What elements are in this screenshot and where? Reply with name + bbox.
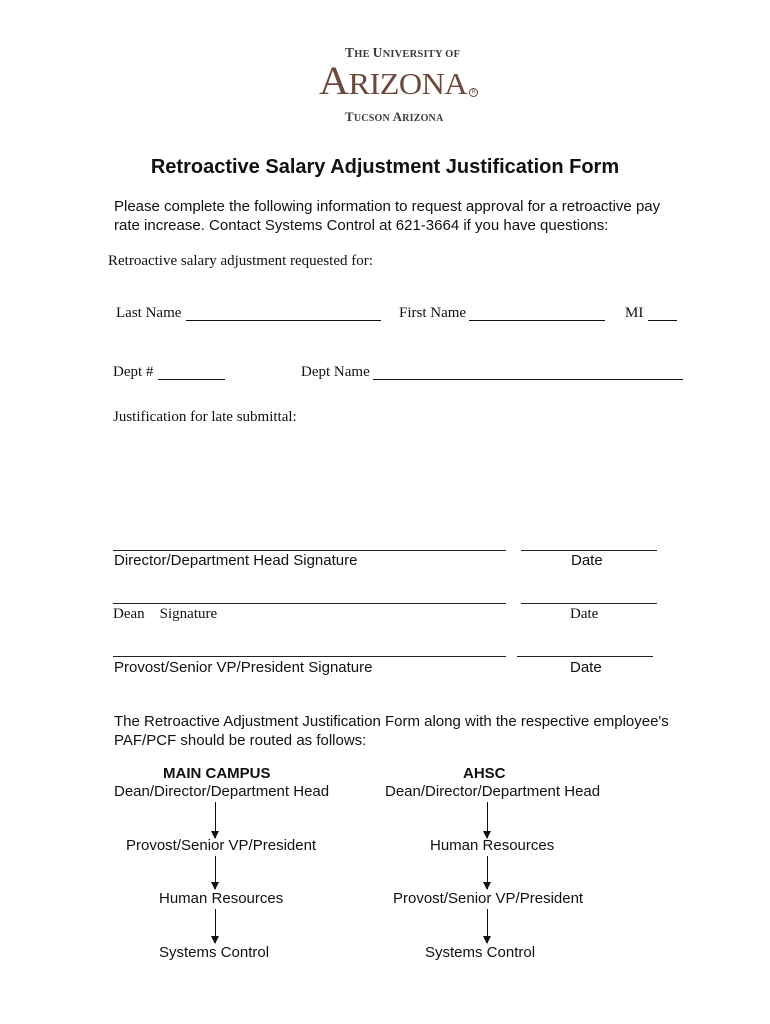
first-name-field[interactable] — [469, 320, 605, 321]
ahsc-heading: AHSC — [463, 765, 506, 782]
down-arrow-icon — [487, 909, 488, 943]
registered-mark-icon: R — [469, 88, 478, 97]
down-arrow-icon — [215, 856, 216, 889]
provost-signature-line[interactable] — [113, 656, 506, 657]
ahsc-step-2: Human Resources — [430, 837, 555, 854]
dept-number-field[interactable] — [158, 379, 225, 380]
dept-name-label: Dept Name — [301, 364, 370, 380]
mi-field[interactable] — [648, 320, 677, 321]
main-step-2: Provost/Senior VP/President — [126, 837, 317, 854]
director-signature-label: Director/Department Head Signature — [114, 552, 358, 569]
ahsc-step-1: Dean/Director/Department Head — [385, 783, 601, 800]
first-name-label: First Name — [399, 305, 467, 321]
down-arrow-icon — [215, 802, 216, 838]
logo-university-line: THE UNIVERSITY OF — [345, 45, 461, 60]
justification-field[interactable] — [113, 432, 683, 537]
intro-paragraph: Please complete the following information to request approval for a retroactive pay rate increase. Contact Systems Control at 621-3664 if you have questions: — [114, 198, 661, 234]
dean-signature-label: Dean Signature — [113, 606, 218, 622]
main-campus-heading: MAIN CAMPUS — [163, 765, 271, 782]
dept-number-label: Dept # — [113, 364, 154, 380]
last-name-label: Last Name — [116, 305, 182, 321]
main-step-3: Human Resources — [159, 890, 284, 907]
logo-arizona-wordmark: ARIZONA — [319, 58, 468, 103]
dean-date-label: Date — [570, 606, 599, 622]
provost-date-line[interactable] — [517, 656, 653, 657]
page-title: Retroactive Salary Adjustment Justification Form — [150, 156, 620, 178]
main-step-1: Dean/Director/Department Head — [114, 783, 330, 800]
main-step-4: Systems Control — [159, 944, 270, 961]
routing-note: The Retroactive Adjustment Justification Form along with the respective employee's PAF/PCF should be routed as follows: — [114, 713, 669, 749]
dean-date-line[interactable] — [521, 603, 657, 604]
justification-label: Justification for late submittal: — [113, 409, 297, 425]
down-arrow-icon — [487, 856, 488, 889]
director-signature-line[interactable] — [113, 550, 506, 551]
director-date-label: Date — [571, 552, 603, 569]
logo-tucson-line: TUCSON ARIZONA — [345, 109, 444, 124]
requested-for-label: Retroactive salary adjustment requested for: — [108, 253, 373, 269]
ahsc-step-4: Systems Control — [425, 944, 536, 961]
down-arrow-icon — [487, 802, 488, 838]
ahsc-step-3: Provost/Senior VP/President — [393, 890, 584, 907]
director-date-line[interactable] — [521, 550, 657, 551]
dean-signature-line[interactable] — [113, 603, 506, 604]
down-arrow-icon — [215, 909, 216, 943]
last-name-field[interactable] — [186, 320, 381, 321]
provost-date-label: Date — [570, 659, 602, 676]
provost-signature-label: Provost/Senior VP/President Signature — [114, 659, 373, 676]
mi-label: MI — [625, 305, 644, 321]
dept-name-field[interactable] — [373, 379, 683, 380]
